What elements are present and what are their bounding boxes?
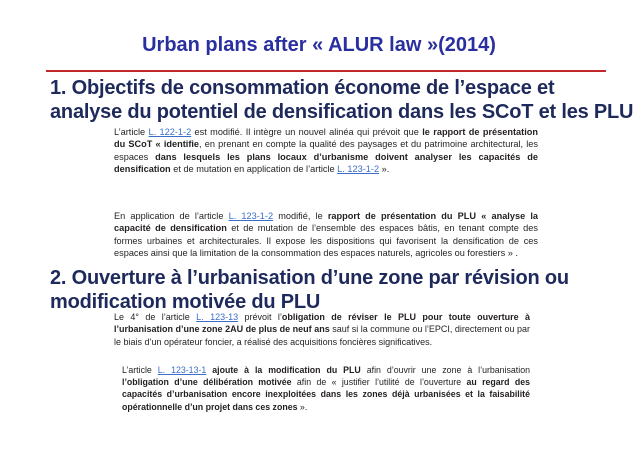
- section2-heading-line2: modification motivée du PLU: [50, 291, 321, 313]
- section2-heading-line1: 2. Ouverture à l’urbanisation d’une zone par révision ou: [50, 267, 569, 289]
- article-link-l123-13[interactable]: L. 123-13: [196, 312, 239, 322]
- section2-paragraph1: Le 4° de l’article L. 123-13 prévoit l’obligation de réviser le PLU pour toute ouverture à l’urbanisation d’une zone 2AU de plus de neuf ans sauf si la commune ou l’EPCI, directement ou par le biais d’un opérateur foncier, a réalisé des acquisitions foncières significatives.: [114, 312, 531, 347]
- section1-paragraph1: L’article L. 122-1-2 est modifié. Il intègre un nouvel alinéa qui prévoit que le rapport de présentation du SCoT « identifie, en prenant en compte la qualité des paysages et du patrimoine architectural, les espaces dans lesquels les plans locaux d’urbanisme doivent analyser les capacités de densification et de mutation en application de l’article L. 123-1-2 ».: [114, 127, 538, 175]
- article-link-l123-13-1[interactable]: L. 123-13-1: [157, 365, 207, 375]
- section1-heading: [50, 76, 633, 124]
- article-link-l123-1-2[interactable]: L. 123-1-2: [337, 164, 380, 175]
- section2-paragraph2: L’article L. 123-13-1 ajoute à la modification du PLU afin d’ouvrir une zone à l’urbanisation l’obligation d’une délibération motivée afin de « justifier l’utilité de l’ouverture au regard des capacités d’urbanisation encore inexploitées dans les zones déjà urbanisées et la faisabilité opérationnelle d’un projet dans ces zones ».: [122, 365, 530, 412]
- section1-paragraph2: En application de l’article L. 123-1-2 modifié, le rapport de présentation du PLU « analyse la capacité de densification et de mutation de l’ensemble des espaces bâtis, en tenant compte des formes urbaines et architecturales. Il expose les dispositions qui favorisent la densification de ces espaces ainsi que la limitation de la consommation des espaces naturels, agricoles ou forestiers » .: [114, 211, 538, 259]
- section2-heading: [50, 266, 569, 314]
- title-divider: [46, 70, 606, 72]
- article-link-l122-1-2[interactable]: L. 122-1-2: [148, 127, 192, 137]
- section1-heading-line1: 1. Objectifs de consommation économe de l’espace et: [50, 77, 555, 99]
- article-link-l123-1-2-b[interactable]: L. 123-1-2: [228, 211, 274, 221]
- section1-heading-line2: analyse du potentiel de densification dans les SCoT et les PLU: [50, 101, 634, 123]
- slide-title: Urban plans after « ALUR law »(2014): [142, 34, 496, 56]
